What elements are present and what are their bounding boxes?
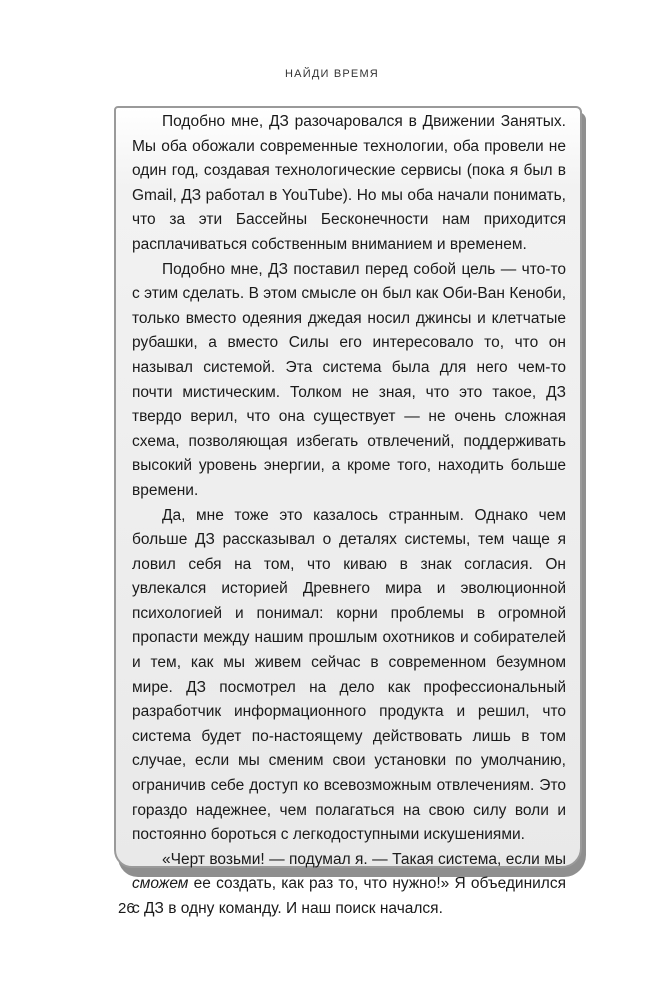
page-number: 26 [118,900,135,917]
sidebar-text [132,110,566,922]
paragraph-4-end: ее создать, как раз то, что нужно!» Я объединился с ДЗ в одну команду. И наш поиск начался. [132,875,566,917]
paragraph-3: Да, мне тоже это казалось странным. Однако чем больше ДЗ рассказывал о деталях системы, тем чаще я ловил себя на том, что киваю в знак согласия. Он увлекался историей Древнего мира и эволюционной психологией и понимал: корни проблемы в огромной пропасти между нашим прошлым охотников и собирателей и тем, как мы живем сейчас в современном безумном мире. ДЗ посмотрел на дело как профессиональный разработчик информационного продукта и решил, что система будет по-настоящему действовать лишь в том случае, если мы сменим свои установки по умолчанию, ограничив себе доступ ко всевозможным отвлечениям. Это гораздо надежнее, чем полагаться на свою силу воли и постоянно бороться с легкодоступными искушениями. [132,506,566,844]
paragraph-4-emphasis: сможем [132,875,189,893]
paragraph-4 [132,848,566,922]
paragraph-1: Подобно мне, ДЗ разочаровался в Движении Занятых. Мы оба обожали современные технологии, оба провели не один год, создавая технологические сервисы (пока я был в Gmail, ДЗ работал в YouTube). Но мы оба начали понимать, что за эти Бассейны Бесконечности нам приходится расплачиваться собственным вниманием и временем. [132,113,566,253]
running-head: НАЙДИ ВРЕМЯ [285,68,379,80]
paragraph-2: Подобно мне, ДЗ поставил перед собой цель — что-то с этим сделать. В этом смысле он был как Оби-Ван Кеноби, только вместо одеяния джедая носил джинсы и клетчатые рубашки, а вместо Силы его интересовало то, что он называл системой. Эта система была для него чем-то почти мистическим. Толком не зная, что это такое, ДЗ твердо верил, что она существует — не очень сложная схема, позволяющая избегать отвлечений, поддерживать высокий уровень энергии, а кроме того, находить больше времени. [132,260,566,499]
paragraph-4-start: «Черт возьми! — подумал я. — Такая система, если мы [162,850,566,868]
